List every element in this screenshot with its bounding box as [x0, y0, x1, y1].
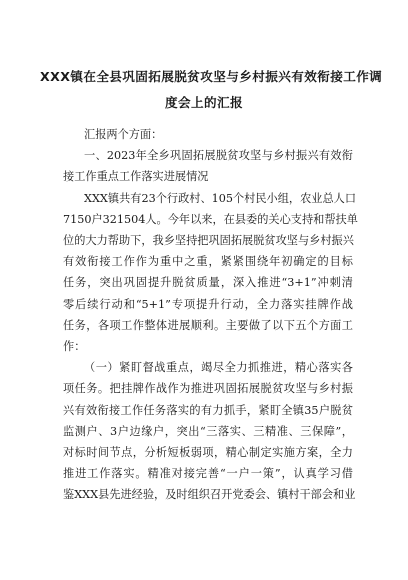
body-line: 汇报两个方面： — [84, 128, 163, 141]
body-line: 对标时间节点，分析短板弱项，精心制定实施方案，全力 — [63, 446, 353, 459]
body-line: 7150户321504人。今年以来，在县委的关心支持和帮扶单 — [63, 213, 358, 226]
body-line: 接工作重点工作落实进展情况 — [63, 170, 209, 183]
body-line: XXX镇共有23个行政村、105个村民小组，农业总人口 — [84, 192, 357, 205]
document-title-line-1: XXX镇在全县巩固拓展脱贫攻坚与乡村振兴有效衔接工作调 — [40, 69, 383, 84]
body-line: 鉴XXX县先进经验，及时组织召开党委会、镇村干部会和业 — [63, 488, 356, 501]
document-title-line-2: 度会上的汇报 — [165, 95, 243, 110]
body-line: 兴有效衔接工作任务落实的有力抓手，紧盯全镇35户脱贫 — [63, 404, 353, 417]
body-line: 推进工作落实。精准对接完善“一户一策”，认真学习借 — [63, 467, 353, 480]
body-line: 位的大力帮助下，我乡坚持把巩固拓展脱贫攻坚与乡村振兴 — [63, 234, 354, 247]
body-line: （一）紧盯督战重点，竭尽全力抓推进，精心落实各 — [84, 361, 353, 374]
body-line: 项任务。把挂牌作战作为推进巩固拓展脱贫攻坚与乡村振 — [63, 382, 353, 395]
body-line: 有效衔接工作作为重中之重，紧紧围绕年初确定的目标 — [63, 255, 353, 268]
body-line: 监测户、3户边缘户，突出“三落实、三精准、三保障”， — [63, 425, 353, 438]
body-line: 任务，突出巩固提升脱贫质量，深入推进“3+1”冲刺清 — [63, 276, 353, 289]
body-line: 一、2023年全乡巩固拓展脱贫攻坚与乡村振兴有效衔 — [84, 149, 353, 162]
body-line: 作： — [63, 340, 86, 353]
body-line: 任务，各项工作整体进展顺利。主要做了以下五个方面工 — [63, 319, 353, 332]
body-line: 零后续行动和“5+1”专项提升行动，全力落实挂牌作战 — [63, 298, 353, 311]
